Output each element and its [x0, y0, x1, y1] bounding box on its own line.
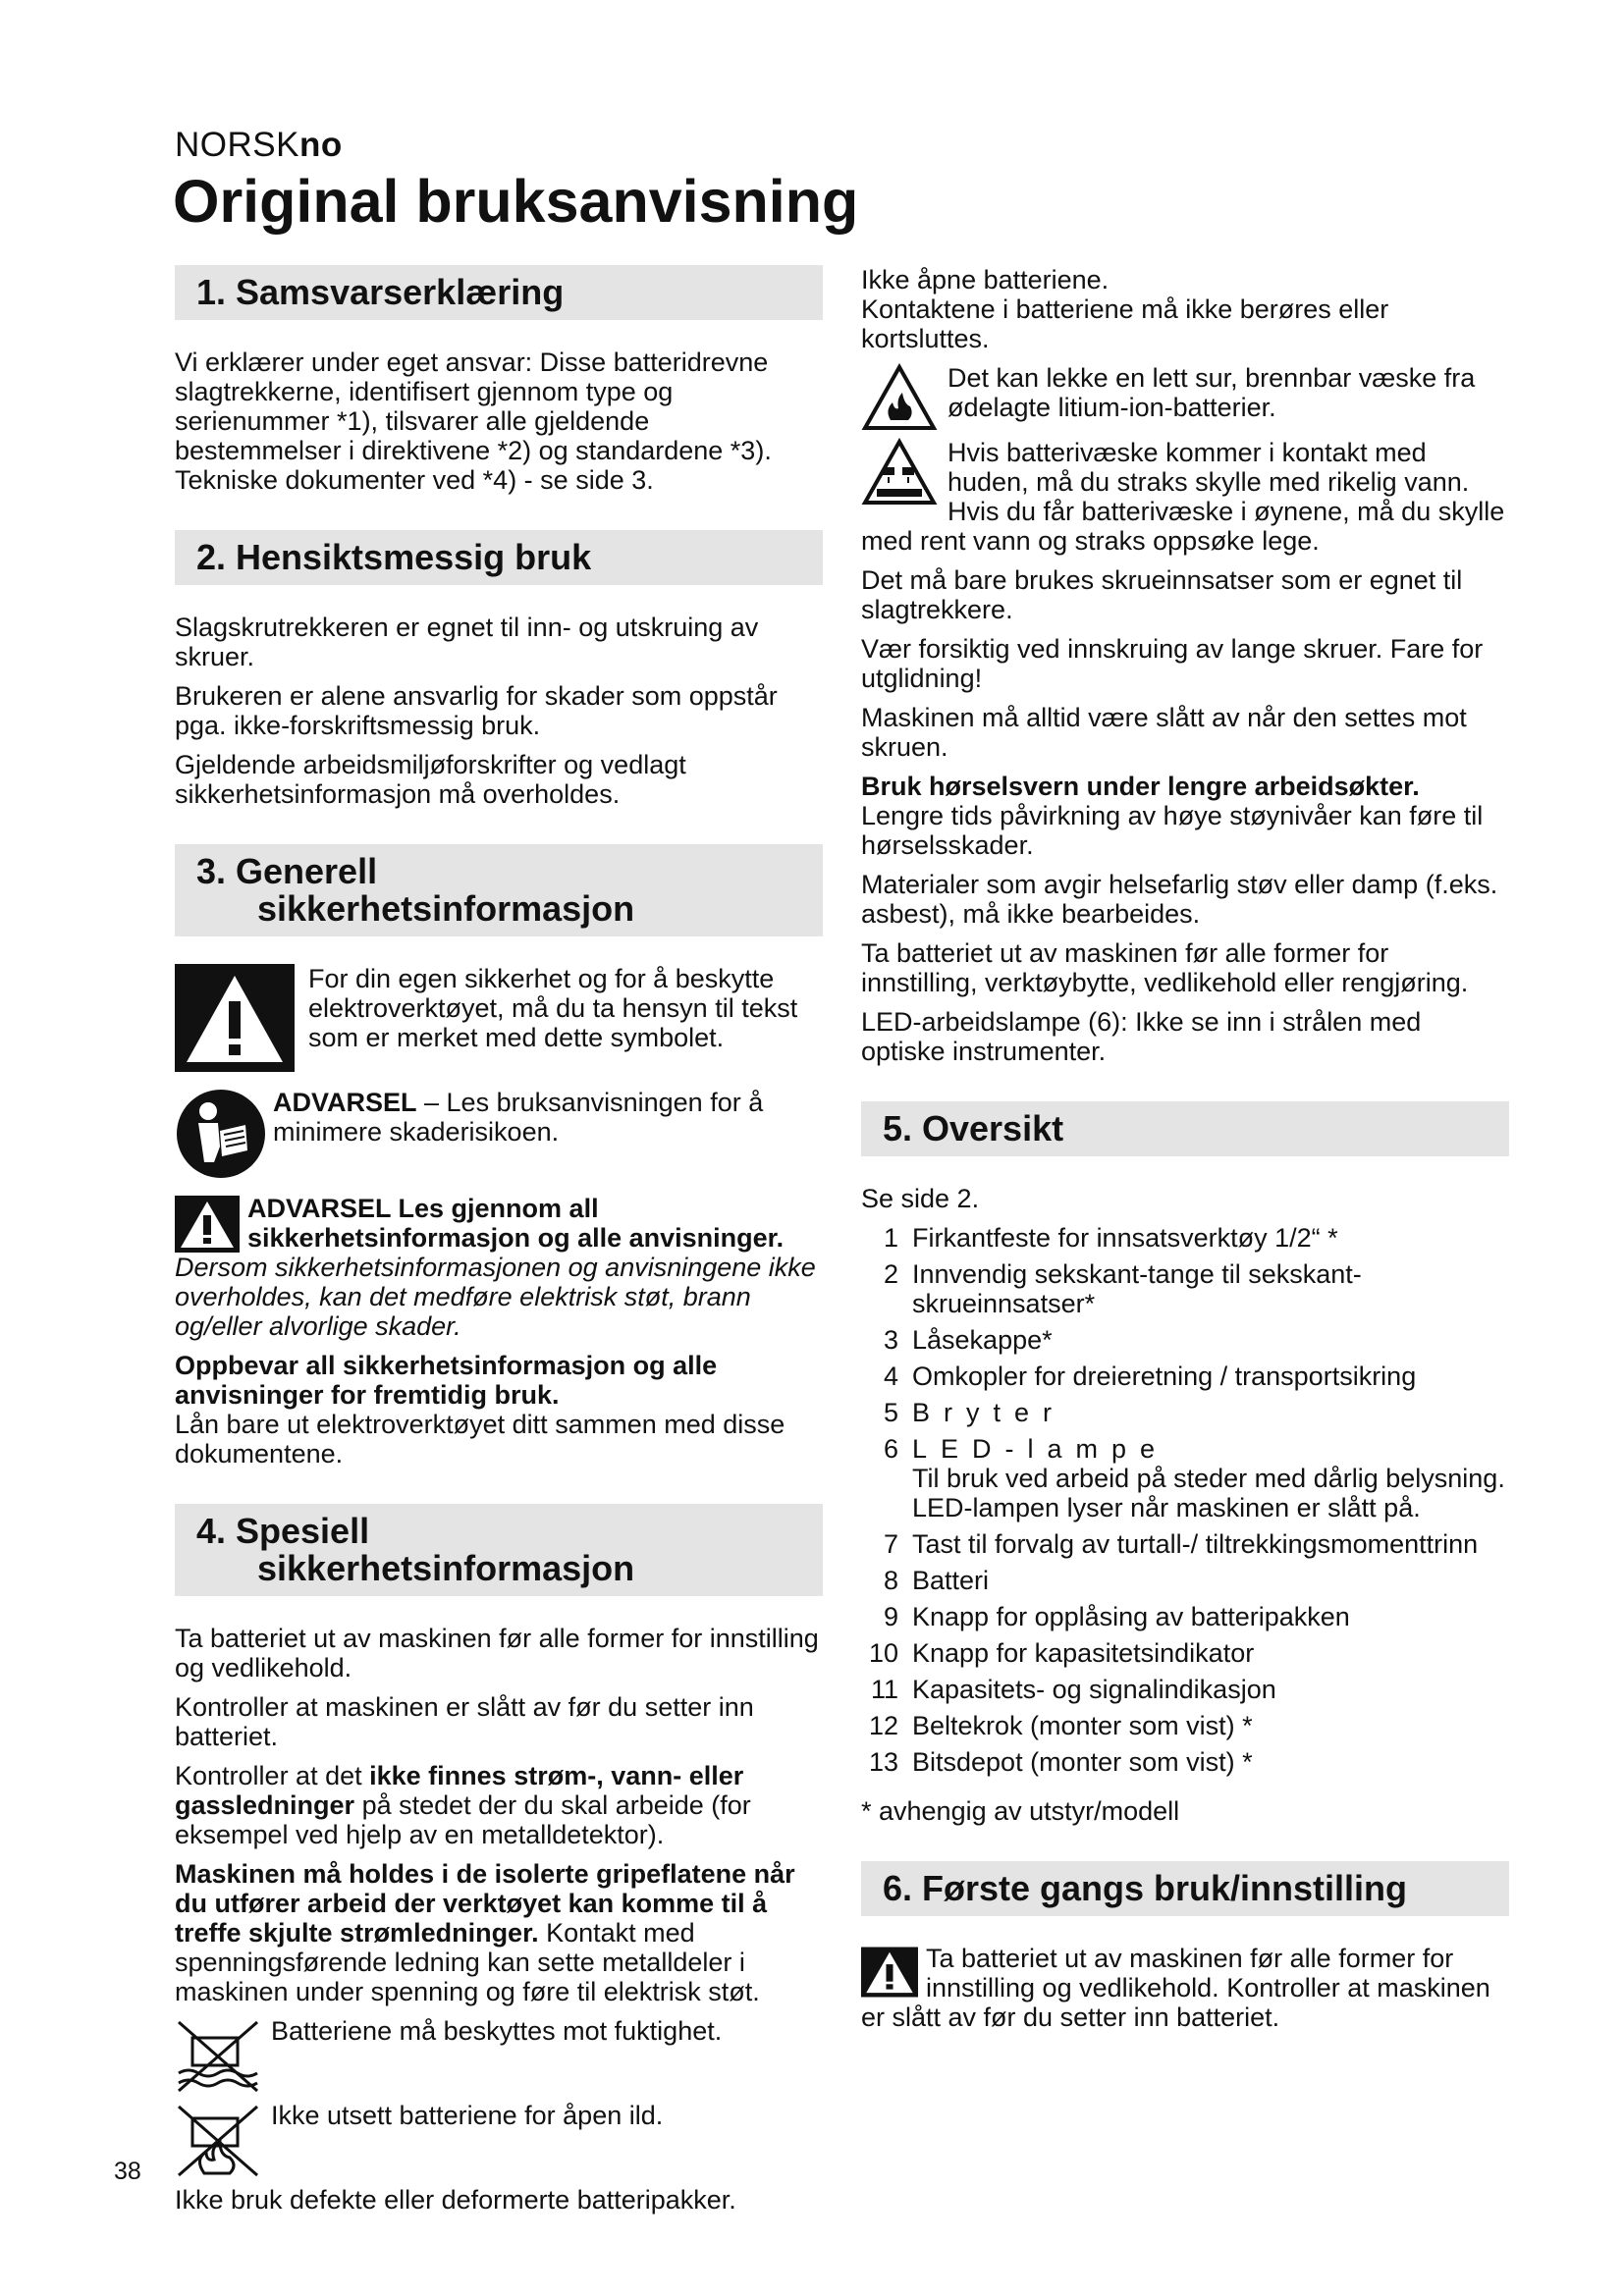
- safety-symbol-text: For din egen sikkerhet og for å beskytte elektroverktøyet, må du ta hensyn til tekst som er merket med dette symbolet.: [308, 964, 798, 1052]
- list-item: 10 Knapp for kapasitetsindikator: [868, 1638, 1255, 1668]
- flammable-icon: [861, 363, 938, 432]
- fluid-warning: [861, 438, 1509, 556]
- lend-text: Lån bare ut elektroverktøyet ditt sammen med disse dokumentene.: [175, 1410, 785, 1468]
- section-heading-3: 3. Generell sikkerhetsinformasjon: [175, 844, 823, 936]
- list-item: 7 Tast til forvalg av turtall-/ tiltrekkingsmomenttrinn: [883, 1529, 1479, 1559]
- declaration-text: Vi erklærer under eget ansvar: Disse batteridrevne slagtrekkerne, identifisert gjennom type og serienummer *1), tilsvarer alle gjeldende bestemmelser i direktivene *2) og standardene *3). Tekniske dokumenter ved *4) - se side 3.: [175, 347, 772, 495]
- list-item: 9 Knapp for opplåsing av batteripakken: [883, 1602, 1350, 1631]
- led-caution-text: LED-arbeidslampe (6): Ikke se inn i strålen med optiske instrumenter.: [861, 1007, 1422, 1066]
- hearing-text: Bruk hørselsvern under lengre arbeidsøkter. Lengre tids påvirkning av høye støynivåer kan føre til hørselsskader.: [861, 772, 1484, 860]
- list-item: 13 Bitsdepot (monter som vist) *: [868, 1747, 1253, 1777]
- remove-before-service-text: Ta batteriet ut av maskinen før alle former for innstilling, verktøybytte, vedlikehold eller rengjøring.: [861, 938, 1469, 997]
- list-item: 1 Firkantfeste for innsatsverktøy 1/2“ *: [883, 1223, 1338, 1253]
- list-item: 3 Låsekappe*: [883, 1325, 1053, 1355]
- warning-triangle-icon: [175, 964, 295, 1072]
- fire-warning: [175, 2101, 823, 2185]
- moisture-text: Batteriene må beskyttes mot fuktighet.: [271, 2016, 723, 2046]
- liability-text: Brukeren er alene ansvarlig for skader som oppstår pga. ikke-forskriftsmessig bruk.: [175, 681, 778, 740]
- switch-off-text: Kontroller at maskinen er slått av før du setter inn batteriet.: [175, 1692, 754, 1751]
- corrosive-icon: [861, 438, 938, 507]
- language-label: NORSKno: [175, 126, 343, 164]
- section-heading-4: 4. Spesiell sikkerhetsinformasjon: [175, 1504, 823, 1596]
- page-title: Original bruksanvisning: [173, 168, 859, 235]
- no-moisture-icon: [175, 2016, 261, 2095]
- dust-text: Materialer som avgir helsefarlig støv eller damp (f.eks. asbest), må ikke bearbeides.: [861, 870, 1498, 929]
- fluid-text: Hvis batterivæske kommer i kontakt med huden, må du straks skylle med rikelig vann. Hvis du får batterivæske i øynene, må du skylle med rent vann og straks oppsøke lege.: [861, 438, 1505, 556]
- parts-list: [861, 1223, 1509, 1777]
- warning-triangle-icon: [861, 1946, 918, 1999]
- remove-battery-text: Ta batteriet ut av maskinen før alle former for innstilling og vedlikehold.: [175, 1624, 819, 1682]
- right-column: [861, 265, 1509, 2042]
- regulations-text: Gjeldende arbeidsmiljøforskrifter og vedlagt sikkerhetsinformasjon må overholdes.: [175, 750, 686, 809]
- section-heading-5: 5. Oversikt: [861, 1101, 1509, 1156]
- leak-text: Det kan lekke en lett sur, brennbar væske fra ødelagte litium-ion-batterier.: [947, 363, 1476, 422]
- list-item: 8 Batteri: [883, 1566, 990, 1595]
- moisture-warning: [175, 2016, 823, 2101]
- read-manual-warning: [175, 1088, 823, 1194]
- list-item: 11 Kapasitets- og signalindikasjon: [870, 1675, 1276, 1704]
- switch-off-placement-text: Maskinen må alltid være slått av når den settes mot skruen.: [861, 703, 1467, 762]
- warning-triangle-icon: [175, 1196, 240, 1253]
- leak-warning: [861, 363, 1509, 438]
- long-screws-text: Vær forsiktig ved innskruing av lange skruer. Fare for utglidning!: [861, 634, 1484, 693]
- open-battery-text: Ikke åpne batteriene.: [861, 265, 1110, 294]
- insulated-grip-text: Maskinen må holdes i de isolerte gripeflatene når du utfører arbeid der verktøyet kan komme til å treffe skjulte strømledninger. Kontakt med spenningsførende ledning kan sette metalldeler i maskinen under spenning og føre til elektrisk støt.: [175, 1859, 795, 2006]
- read-all-text: ADVARSEL Les gjennom all sikkerhetsinformasjon og alle anvisninger. Dersom sikkerhetsinformasjonen og anvisningene ikke overholdes, kan det medføre elektrisk støt, brann og/eller alvorlige skader.: [175, 1194, 816, 1341]
- read-manual-text: ADVARSEL – Les bruksanvisningen for å minimere skaderisikoen.: [273, 1088, 764, 1147]
- list-item: 4 Omkopler for dreieretning / transportsikring: [883, 1362, 1417, 1391]
- contacts-text: Kontaktene i batteriene må ikke berøres eller kortsluttes.: [861, 294, 1389, 353]
- page-header: [175, 126, 858, 236]
- no-fire-icon: [175, 2101, 261, 2179]
- list-item: 2 Innvendig sekskant-tange til sekskant-skrueinnsatser*: [883, 1259, 1362, 1318]
- page-number: 38: [114, 2158, 141, 2185]
- safety-symbol-note: [175, 964, 823, 1088]
- intended-use-text: Slagskrutrekkeren er egnet til inn- og utskruing av skruer.: [175, 613, 759, 671]
- section-heading-2: 2. Hensiktsmessig bruk: [175, 530, 823, 585]
- see-page-text: Se side 2.: [861, 1184, 980, 1213]
- keep-instructions-text: Oppbevar all sikkerhetsinformasjon og alle anvisninger for fremtidig bruk.: [175, 1351, 718, 1410]
- section-heading-6: 6. Første gangs bruk/innstilling: [861, 1861, 1509, 1916]
- footnote-text: * avhengig av utstyr/modell: [861, 1796, 1180, 1826]
- cables-text: Kontroller at det ikke finnes strøm-, vann- eller gassledninger på stedet der du skal arbeide (for eksempel ved hjelp av en metalldetektor).: [175, 1761, 751, 1849]
- list-item: 5 Bryter: [883, 1398, 1066, 1427]
- left-column: [175, 265, 823, 2224]
- fire-text: Ikke utsett batteriene for åpen ild.: [271, 2101, 664, 2130]
- section-heading-1: 1. Samsvarserklæring: [175, 265, 823, 320]
- first-use-warning: [861, 1944, 1509, 2032]
- read-manual-icon: [175, 1088, 267, 1180]
- defective-text: Ikke bruk defekte eller deformerte batteripakker.: [175, 2185, 736, 2215]
- list-item: 12 Beltekrok (monter som vist) *: [868, 1711, 1253, 1740]
- read-all-warning: [175, 1194, 823, 1341]
- list-item: 6 LED-lampe Til bruk ved arbeid på steder med dårlig belysning. LED-lampen lyser når maskinen er slått på.: [883, 1434, 1505, 1522]
- bits-text: Det må bare brukes skrueinnsatser som er egnet til slagtrekkere.: [861, 565, 1463, 624]
- first-use-text: Ta batteriet ut av maskinen før alle former for innstilling og vedlikehold. Kontroller at maskinen er slått av før du setter inn batteriet.: [861, 1944, 1490, 2032]
